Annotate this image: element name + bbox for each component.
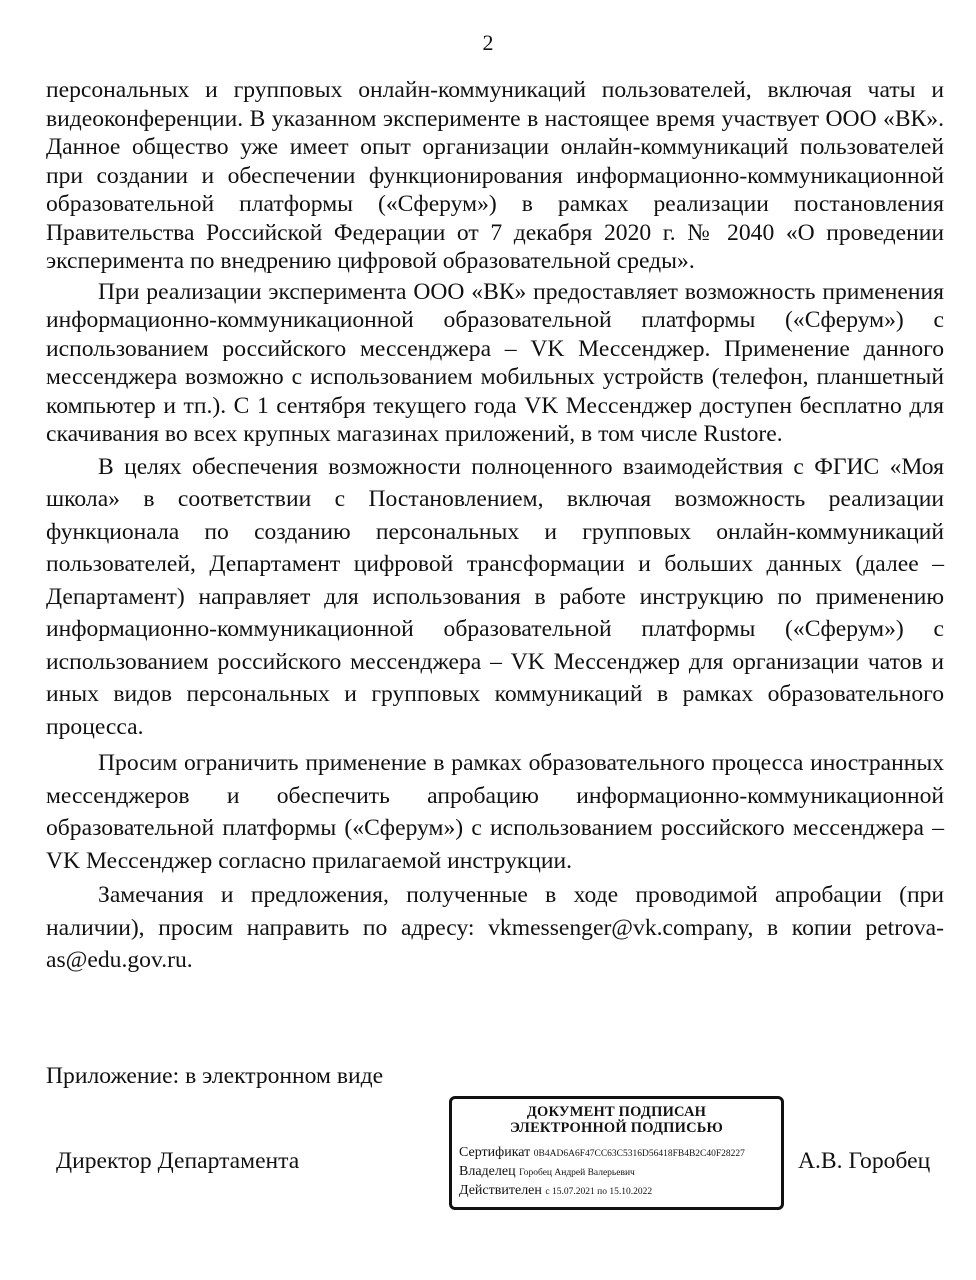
stamp-valid-label: Действителен — [459, 1183, 542, 1198]
stamp-valid-value: с 15.07.2021 по 15.10.2022 — [545, 1187, 653, 1197]
stamp-owner-row — [459, 1163, 781, 1182]
letter-body — [46, 76, 944, 977]
stamp-heading-line-2: ЭЛЕКТРОННОЙ ПОДПИСЬЮ — [509, 1120, 724, 1136]
paragraph-experiment-vk: При реализации эксперимента ООО «ВК» предоставляет возможность применения информационно-коммуникационной образовательной платформы («Сферум») с использованием российского мессенджера – VK Мессенджер. Применение данного мессенджера возможно с использованием мобильных устройств (телефон, планшетный компьютер и тп.). С 1 сентября текущего года VK Мессенджер доступен бесплатно для скачивания во всех крупных магазинах приложений, в том числе Rustore. — [46, 278, 944, 447]
stamp-owner-value: Горобец Андрей Валерьевич — [519, 1168, 635, 1178]
attachment-note: Приложение: в электронном виде — [46, 1063, 384, 1089]
stamp-certificate-value: 0B4AD6A6F47CC63C5316D56418FB4B2C40F28227 — [533, 1149, 745, 1159]
stamp-certificate-label: Сертификат — [459, 1145, 531, 1160]
stamp-valid-row — [459, 1182, 781, 1201]
paragraph-feedback-contacts: Замечания и предложения, полученные в ходе проводимой апробации (при наличии), просим направить по адресу: vkmessenger@vk.company, в копии petrova-as@edu.gov.ru. — [46, 882, 944, 973]
paragraph-request-restrict: Просим ограничить применение в рамках образовательного процесса иностранных мессенджеров и обеспечить апробацию информационно-коммуникационной образовательной платформы («Сферум») с использованием российского мессенджера – VK Мессенджер согласно прилагаемой инструкции. — [46, 750, 944, 874]
electronic-signature-stamp — [449, 1096, 784, 1210]
stamp-details — [452, 1144, 781, 1201]
stamp-certificate-row — [459, 1144, 781, 1163]
stamp-owner-label: Владелец — [459, 1164, 516, 1179]
page-number: 2 — [482, 30, 494, 55]
paragraph-department-instruction: В целях обеспечения возможности полноценного взаимодействия с ФГИС «Моя школа» в соответствии с Постановлением, включая возможность реализации функционала по созданию персональных и групповых онлайн-коммуникаций пользователей, Департамент цифровой трансформации и больших данных (далее – Департамент) направляет для использования в работе инструкцию по применению информационно-коммуникационной образовательной платформы («Сферум») с использованием российского мессенджера – VK Мессенджер для организации чатов и иных видов персональных и групповых коммуникаций в рамках образовательного процесса. — [46, 453, 944, 740]
stamp-heading — [452, 1104, 781, 1136]
signer-name: А.В. Горобец — [798, 1148, 931, 1174]
paragraph-continuation: персональных и групповых онлайн-коммуникаций пользователей, включая чаты и видеоконференции. В указанном эксперименте в настоящее время участвует ООО «ВК». Данное общество уже имеет опыт организации онлайн-коммуникаций пользователей при создании и обеспечении функционирования информационно-коммуникационной образовательной платформы («Сферум») в рамках реализации постановления Правительства Российской Федерации от 7 декабря 2020 г. № 2040 «О проведении эксперимента по внедрению цифровой образовательной среды». — [46, 77, 944, 274]
signer-title: Директор Департамента — [56, 1148, 300, 1174]
stamp-heading-line-1: ДОКУМЕНТ ПОДПИСАН — [526, 1104, 707, 1120]
